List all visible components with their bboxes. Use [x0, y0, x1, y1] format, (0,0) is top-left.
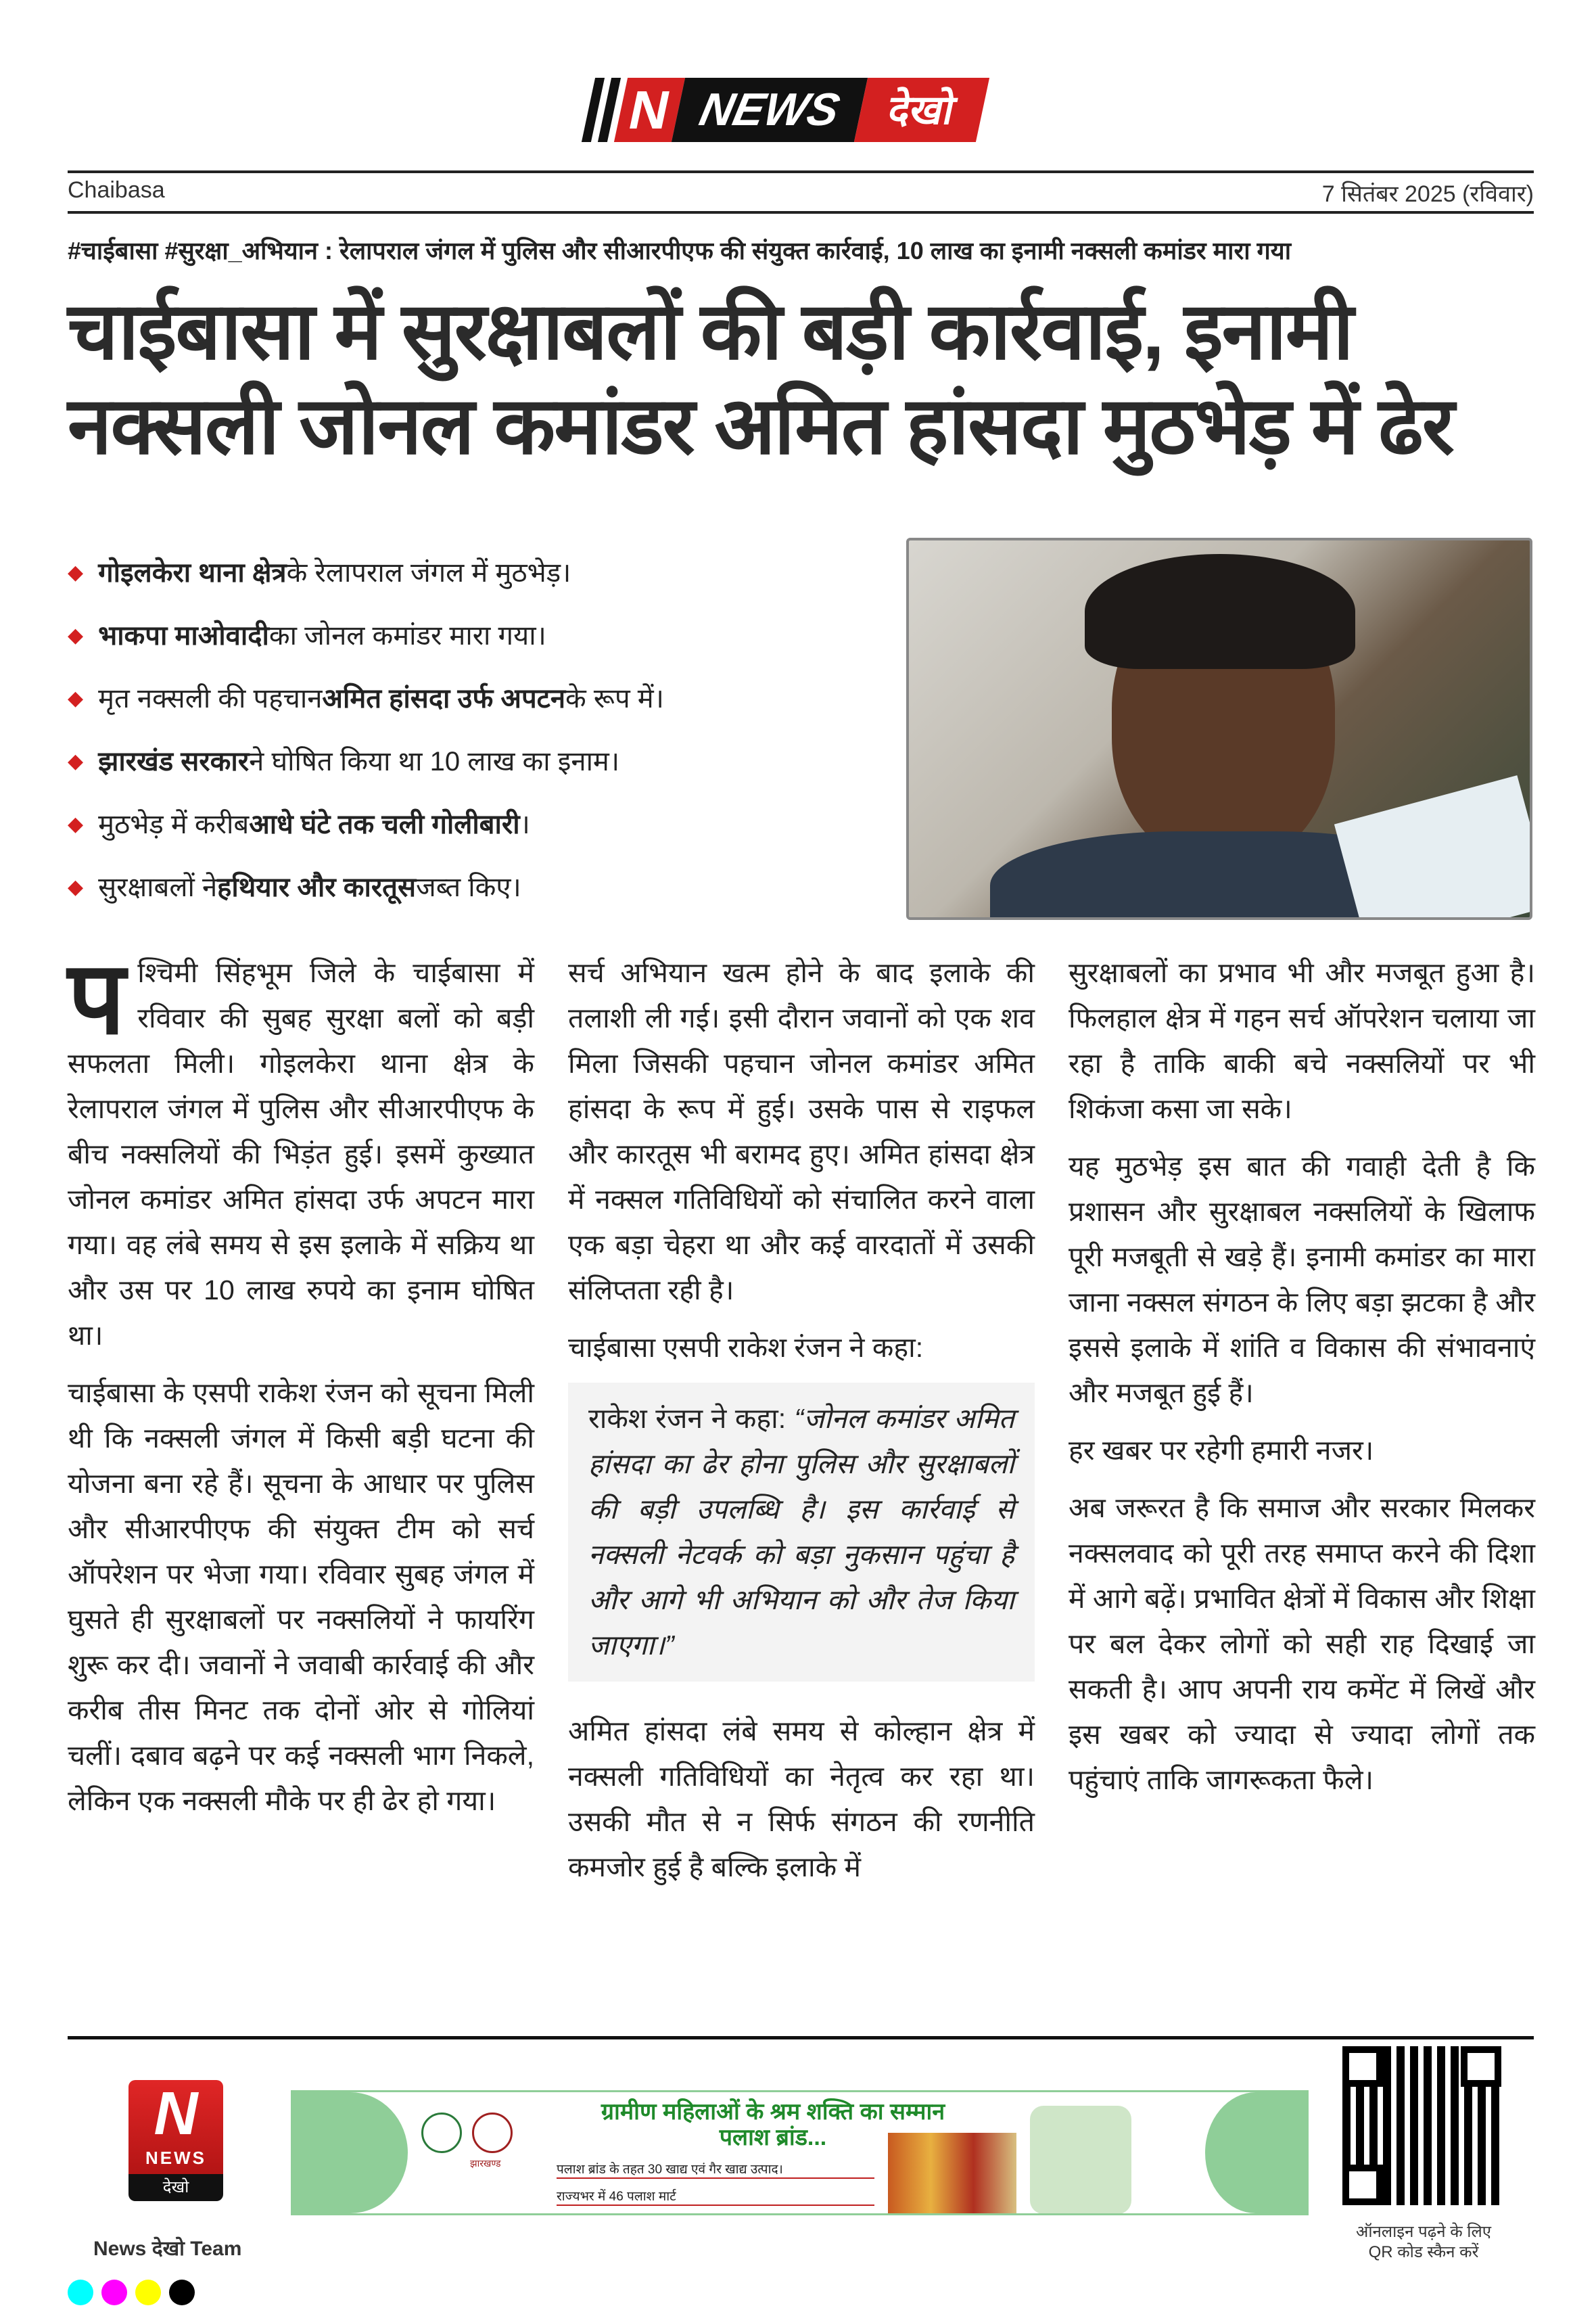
news-dekho-logo: [582, 78, 1021, 142]
diamond-icon: ◆: [68, 561, 84, 584]
article-column-2: [568, 950, 1035, 1902]
header-rule-top: [68, 170, 1534, 173]
paragraph: सुरक्षाबलों का प्रभाव भी और मजबूत हुआ है। फिलहाल क्षेत्र में गहन सर्च ऑपरेशन चलाया जा रहा है ताकि बाकी बचे नक्सलियों पर भी शिकंजा कसा जा सके।: [1069, 957, 1535, 1124]
paragraph: सर्च अभियान खत्म होने के बाद इलाके की तलाशी ली गई। इसी दौरान जवानों को एक शव मिला जिसकी पहचान जोनल कमांडर अमित हांसदा के रूप में हुई। उसके पास से राइफल और कारतूस भी बरामद हुए। अमित हांसदा क्षेत्र में नक्सल गतिविधियों को संचालित करने वाला एक बड़ा चेहरा था और कई वारदातों में उसकी संलिप्तता रही है।: [568, 957, 1035, 1306]
paragraph: अमित हांसदा लंबे समय से कोल्हान क्षेत्र में नक्सली गतिविधियों का नेतृत्व कर रहा था। उसकी मौत से न सिर्फ संगठन की रणनीति कमजोर हुई है बल्कि इलाके में: [568, 1715, 1035, 1883]
diamond-icon: ◆: [68, 812, 84, 835]
quote-block: राकेश रंजन ने कहा: “जोनल कमांडर अमित हांसदा का ढेर होना पुलिस और सुरक्षाबलों की बड़ी उपलब्धि है। इस कार्रवाई से नक्सली नेटवर्क को बड़ा नुकसान पहुंचा है और आगे भी अभियान को और तेज किया जाएगा।”: [568, 1383, 1035, 1682]
palash-brand-advertisement[interactable]: झारखण्ड ग्रामीण महिलाओं के श्रम शक्ति का सम्मान पलाश ब्रांड... पलाश ब्रांड के तहत 30 खाद्य एवं गैर खाद्य उत्पाद। राज्यभर में 46 पलाश मार्ट: [291, 2090, 1309, 2215]
highlight-item: ◆ मुठभेड़ में करीब आधे घंटे तक चली गोलीबारी ।: [68, 793, 879, 856]
location: Chaibasa: [68, 177, 165, 203]
logo-n: N: [614, 78, 685, 142]
drop-cap: प: [68, 941, 126, 1055]
header-rule-bottom: [68, 211, 1534, 214]
paragraph: चाईबासा के एसपी राकेश रंजन को सूचना मिली थी कि नक्सली जंगल में किसी बड़ी घटना की योजना बना रहे हैं। सूचना के आधार पर पुलिस और सीआरपीएफ की संयुक्त टीम को सर्च ऑपरेशन पर भेजा गया। रविवार सुबह जंगल में घुसते ही सुरक्षाबलों पर नक्सलियों ने फायरिंग शुरू कर दी। जवानों ने जवाबी कार्रवाई की और करीब तीस मिनट तक दोनों ओर से गोलियां चलीं। दबाव बढ़ने पर कई नक्सली भाग निकले, लेकिन एक नक्सली मौके पर ही ढेर हो गया।: [68, 1377, 534, 1816]
cmyk-magenta-dot: [101, 2280, 127, 2305]
highlights-list: [68, 541, 879, 919]
headline: चाईबासा में सुरक्षाबलों की बड़ी कार्रवाई, इनामी नक्सली जोनल कमांडर अमित हांसदा मुठभेड़ में ढेर: [68, 287, 1453, 471]
diamond-icon: ◆: [68, 624, 84, 647]
diamond-icon: ◆: [68, 687, 84, 710]
footer-rule: [68, 2036, 1534, 2039]
date: 7 सितंबर 2025 (रविवार): [1321, 181, 1534, 207]
highlight-item: ◆ मृत नक्सली की पहचान अमित हांसदा उर्फ अपटन के रूप में।: [68, 667, 879, 730]
qr-caption: ऑनलाइन पढ़ने के लिए QR कोड स्कैन करें: [1355, 2223, 1492, 2261]
highlight-item: ◆ भाकपा माओवादी का जोनल कमांडर मारा गया।: [68, 604, 879, 667]
products-image: [888, 2133, 1016, 2215]
jharkhand-emblem-icon: [421, 2113, 462, 2153]
logo-news: NEWS: [672, 78, 868, 142]
diamond-icon: ◆: [68, 749, 84, 772]
women-photos: [1030, 2106, 1131, 2214]
cmyk-black-dot: [169, 2280, 195, 2305]
highlight-item: ◆ झारखंड सरकार ने घोषित किया था 10 लाख का इनाम।: [68, 730, 879, 793]
paragraph: हर खबर पर रहेगी हमारी नजर।: [1069, 1435, 1374, 1466]
qr-code[interactable]: [1342, 2046, 1501, 2205]
diamond-icon: ◆: [68, 875, 84, 898]
article-column-1: पश्चिमी सिंहभूम जिले के चाईबासा में रविवार की सुबह सुरक्षा बलों को बड़ी सफलता मिली। गोइलकेरा थाना क्षेत्र के रेलापराल जंगल में पुलिस और सीआरपीएफ के बीच नक्सलियों की भिड़ंत हुई। इसमें कुख्यात जोनल कमांडर अमित हांसदा उर्फ अपटन मारा गया। वह लंबे समय से इस इलाके में सक्रिय था और उस पर 10 लाख रुपये का इनाम घोषित था। चाईबासा के एसपी राकेश रंजन को सूचना मिली थी कि नक्सली जंगल में किसी बड़ी घटना की योजना बना रहे हैं। सूचना के आधार पर पुलिस और सीआरपीएफ की संयुक्त टीम को सर्च ऑपरेशन पर भेजा गया। रविवार सुबह जंगल में घुसते ही सुरक्षाबलों पर नक्सलियों ने फायरिंग शुरू कर दी। जवानों ने जवाबी कार्रवाई की और करीब तीस मिनट तक दोनों ओर से गोलियां चलीं। दबाव बढ़ने पर कई नक्सली भाग निकले, लेकिन एक नक्सली मौके पर ही ढेर हो गया।: [68, 950, 534, 1836]
footer-logo: N NEWS देखो: [128, 2080, 223, 2198]
kicker: #चाईबासा #सुरक्षा_अभियान : रेलापराल जंगल में पुलिस और सीआरपीएफ की संयुक्त कार्रवाई, 10 लाख का इनामी नक्सली कमांडर मारा गया: [68, 237, 1292, 264]
highlight-item: ◆ गोइलकेरा थाना क्षेत्र के रेलापराल जंगल में मुठभेड़।: [68, 541, 879, 604]
paragraph: अब जरूरत है कि समाज और सरकार मिलकर नक्सलवाद को पूरी तरह समाप्त करने की दिशा में आगे बढ़ें। प्रभावित क्षेत्रों में विकास और शिक्षा पर बल देकर लोगों को सही राह दिखाई जा सकती है। आप अपनी राय कमेंट में लिखें और इस खबर को ज्यादा से ज्यादा लोगों तक पहुंचाएं ताकि जागरूकता फैले।: [1069, 1492, 1535, 1795]
team-credit: News देखो Team: [93, 2238, 242, 2260]
palash-emblem-icon: [472, 2113, 513, 2153]
highlight-item: ◆ सुरक्षाबलों ने हथियार और कारतूस जब्त किए।: [68, 856, 879, 919]
paragraph: यह मुठभेड़ इस बात की गवाही देती है कि प्रशासन और सुरक्षाबल नक्सलियों के खिलाफ पूरी मजबूती से खड़े हैं। इनामी कमांडर का मारा जाना नक्सल संगठन के लिए बड़ा झटका है और इससे इलाके में शांति व विकास की संभावनाएं और मजबूत हुई हैं।: [1069, 1151, 1535, 1408]
paragraph: चाईबासा एसपी राकेश रंजन ने कहा:: [568, 1332, 924, 1363]
cmyk-cyan-dot: [68, 2280, 93, 2305]
cmyk-yellow-dot: [135, 2280, 161, 2305]
logo-dekho: देखो: [854, 78, 989, 142]
article-column-3: [1069, 950, 1535, 1815]
photo-amit-hansda: [906, 538, 1532, 920]
